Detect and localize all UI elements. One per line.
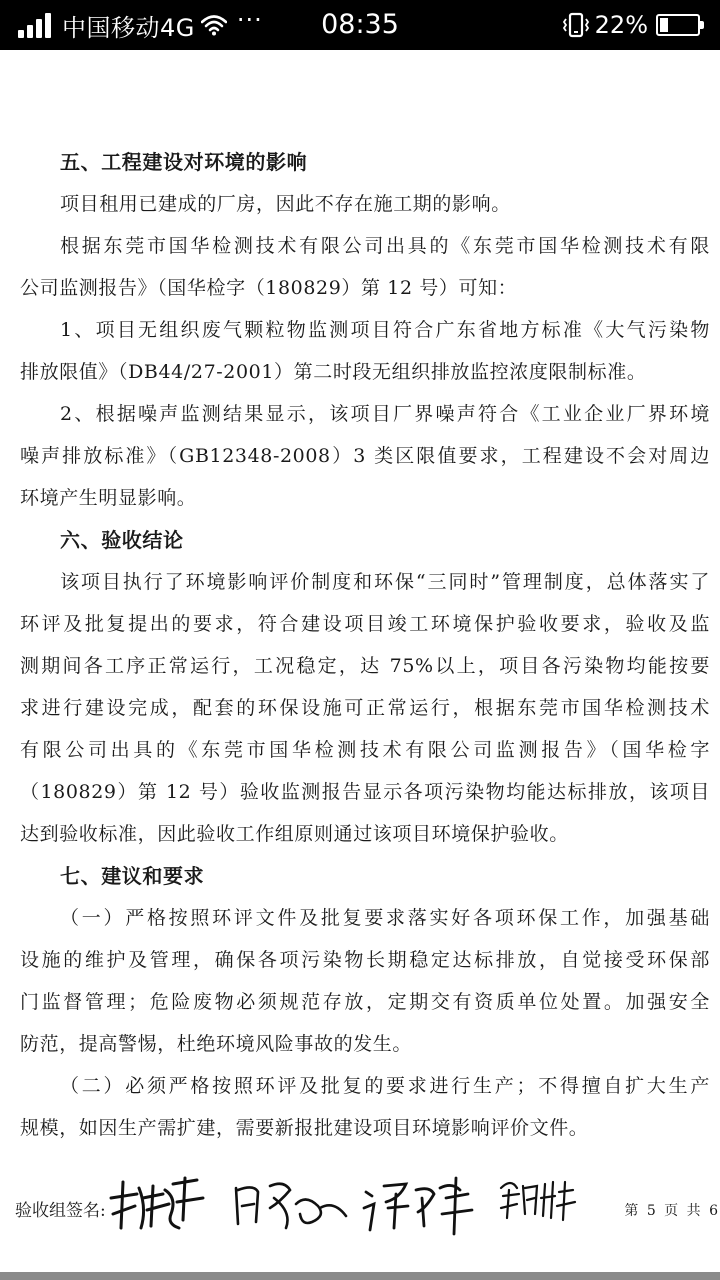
handwritten-signature-2	[230, 1168, 350, 1238]
paragraph-line: 2、根据噪声监测结果显示，该项目厂界噪声符合《工业企业厂界环境	[60, 403, 710, 425]
battery-icon	[656, 14, 700, 36]
paragraph-line: 达到验收标准，因此验收工作组原则通过该项目环境保护验收。	[20, 823, 569, 845]
battery-percentage: 22%	[594, 11, 648, 39]
paragraph-line: 根据东莞市国华检测技术有限公司出具的《东莞市国华检测技术有限	[60, 235, 710, 257]
status-bar	[0, 0, 720, 50]
more-icon: ···	[236, 6, 263, 34]
paragraph-line: 噪声排放标准》（GB12348-2008）3 类区限值要求，工程建设不会对周边	[20, 445, 710, 467]
signature-label: 验收组签名:	[15, 1201, 106, 1221]
paragraph-line: （一）严格按照环评文件及批复要求落实好各项环保工作，加强基础	[60, 907, 710, 929]
battery-level-fill	[660, 18, 668, 32]
paragraph-line: 测期间各工序正常运行，工况稳定，达 75%以上，项目各污染物均能按要	[20, 655, 710, 677]
bottom-edge	[0, 1272, 720, 1280]
paragraph-line: 环评及批复提出的要求，符合建设项目竣工环境保护验收要求，验收及监	[20, 613, 710, 635]
document-page	[0, 50, 720, 1272]
signature-row	[15, 1168, 615, 1248]
status-right	[561, 0, 700, 50]
paragraph-line: 求进行建设完成，配套的环保设施可正常运行，根据东莞市国华检测技术	[20, 697, 710, 719]
paragraph-line: 该项目执行了环境影响评价制度和环保“三同时”管理制度，总体落实了	[60, 571, 710, 593]
paragraph-line: 环境产生明显影响。	[20, 487, 197, 509]
paragraph-line: 1、项目无组织废气颗粒物监测项目符合广东省地方标准《大气污染物	[60, 319, 710, 341]
handwritten-signature-3	[360, 1168, 480, 1240]
phone-vibrate-icon	[561, 10, 591, 40]
section-heading-six: 六、验收结论	[60, 528, 184, 552]
handwritten-signature-1	[107, 1168, 207, 1238]
section-heading-seven: 七、建议和要求	[60, 864, 205, 888]
paragraph-line: （180829）第 12 号）验收监测报告显示各项污染物均能达标排放，该项目	[20, 781, 710, 803]
handwritten-signature-4	[497, 1168, 577, 1228]
paragraph-line: 公司监测报告》（国华检字（180829）第 12 号）可知：	[20, 277, 518, 299]
paragraph-line: 有限公司出具的《东莞市国华检测技术有限公司监测报告》（国华检字	[20, 739, 710, 761]
section-heading-five: 五、工程建设对环境的影响	[60, 150, 308, 174]
paragraph-line: 门监督管理；危险废物必须规范存放，定期交有资质单位处置。加强安全	[20, 991, 710, 1013]
paragraph-line: （二）必须严格按照环评及批复的要求进行生产；不得擅自扩大生产	[60, 1075, 710, 1097]
page-number: 第 5 页 共 6	[624, 1203, 720, 1219]
paragraph-line: 项目租用已建成的厂房，因此不存在施工期的影响。	[60, 193, 511, 215]
paragraph-line: 排放限值》（DB44/27-2001）第二时段无组织排放监控浓度限制标准。	[20, 361, 647, 383]
paragraph-line: 规模，如因生产需扩建，需要新报批建设项目环境影响评价文件。	[20, 1117, 589, 1139]
paragraph-line: 设施的维护及管理，确保各项污染物长期稳定达标排放，自觉接受环保部	[20, 949, 710, 971]
paragraph-line: 防范，提高警惕，杜绝环境风险事故的发生。	[20, 1033, 413, 1055]
carrier-label: 中国移动4G	[62, 13, 195, 42]
clock: 08:35	[321, 9, 399, 40]
